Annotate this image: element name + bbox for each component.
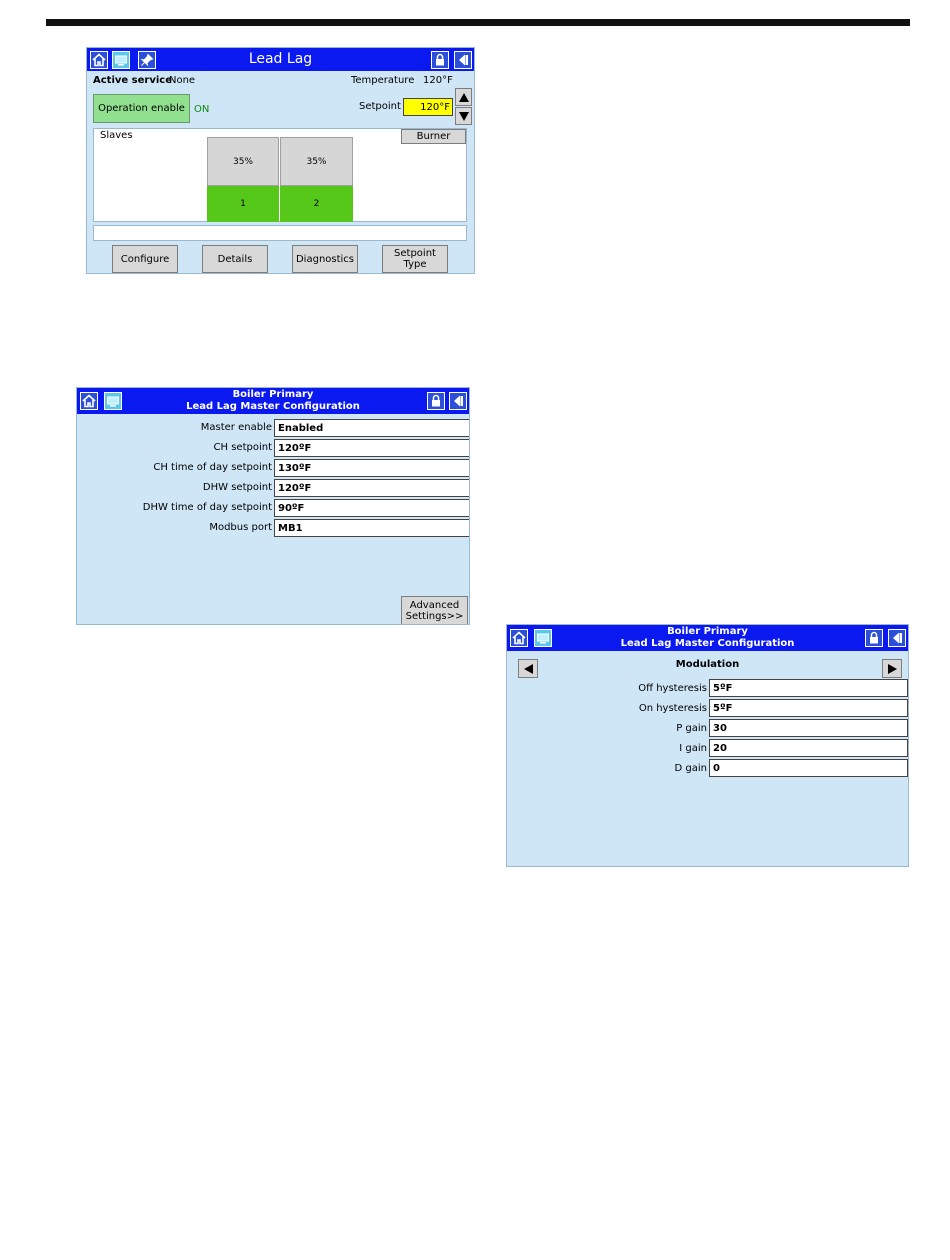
d-gain-field[interactable]: 0	[709, 759, 908, 777]
i-gain-field[interactable]: 20	[709, 739, 908, 757]
off-hysteresis-label: Off hysteresis	[638, 683, 707, 694]
title-line1: Boiler Primary	[667, 626, 748, 637]
title-bar	[507, 625, 908, 651]
screen-title	[507, 626, 908, 650]
ch-setpoint-field[interactable]: 120ºF	[274, 439, 470, 457]
operation-enable-button[interactable]: Operation enable	[93, 94, 190, 123]
right-arrow-icon	[887, 663, 898, 675]
temperature-value: 120°F	[423, 75, 453, 86]
screen-title: Lead Lag	[248, 51, 313, 67]
setpoint-type-line2: Type	[403, 259, 427, 270]
temperature-label: Temperature	[351, 75, 415, 86]
master-enable-label: Master enable	[200, 422, 272, 433]
back-icon[interactable]	[449, 392, 467, 410]
title-line2: Lead Lag Master Configuration	[620, 638, 795, 649]
setpoint-type-line1: Setpoint	[394, 248, 436, 259]
configure-button[interactable]: Configure	[112, 245, 178, 273]
advanced-line2: Settings>>	[405, 610, 464, 622]
diagnostics-button[interactable]: Diagnostics	[292, 245, 358, 273]
operation-status: ON	[194, 104, 210, 115]
master-enable-field[interactable]: Enabled	[274, 419, 470, 437]
title-bar	[77, 388, 469, 414]
ch-setpoint-label: CH setpoint	[213, 442, 272, 453]
dhw-setpoint-field[interactable]: 120ºF	[274, 479, 470, 497]
p-gain-label: P gain	[676, 723, 707, 734]
back-icon[interactable]	[888, 629, 906, 647]
d-gain-label: D gain	[674, 763, 707, 774]
title-bar	[87, 48, 474, 71]
on-hysteresis-label: On hysteresis	[638, 703, 707, 714]
up-arrow-icon	[458, 92, 470, 103]
next-page-button[interactable]	[882, 659, 902, 678]
setpoint-field[interactable]: 120°F	[403, 98, 453, 116]
i-gain-label: I gain	[679, 743, 707, 754]
header-rule	[46, 19, 910, 26]
section-title: Modulation	[675, 659, 740, 670]
active-service-label: Active service	[93, 75, 172, 86]
ch-time-of-day-setpoint-field[interactable]: 130ºF	[274, 459, 470, 477]
lock-icon[interactable]	[427, 392, 445, 410]
modulation-screen	[506, 624, 909, 867]
modbus-port-label: Modbus port	[209, 522, 272, 533]
burner-button[interactable]: Burner	[401, 129, 466, 144]
advanced-settings-button[interactable]	[401, 596, 468, 625]
p-gain-field[interactable]: 30	[709, 719, 908, 737]
setpoint-type-button[interactable]	[382, 245, 448, 273]
down-arrow-icon	[458, 111, 470, 122]
dhw-setpoint-label: DHW setpoint	[202, 482, 272, 493]
slaves-panel	[93, 128, 467, 222]
slave-tile[interactable]	[280, 137, 353, 223]
slave-tile[interactable]	[207, 137, 280, 223]
off-hysteresis-field[interactable]: 5ºF	[709, 679, 908, 697]
setpoint-down-button[interactable]	[455, 107, 472, 125]
modbus-port-field[interactable]: MB1	[274, 519, 470, 537]
lock-icon[interactable]	[431, 51, 449, 69]
master-configuration-screen	[76, 387, 470, 625]
on-hysteresis-field[interactable]: 5ºF	[709, 699, 908, 717]
advanced-line1: Advanced	[409, 599, 460, 611]
slave-number: 1	[207, 186, 279, 222]
ch-time-of-day-setpoint-label: CH time of day setpoint	[153, 462, 272, 473]
slave-rate: 35%	[280, 137, 353, 186]
dhw-time-of-day-setpoint-label: DHW time of day setpoint	[142, 502, 272, 513]
setpoint-label: Setpoint	[359, 101, 401, 112]
active-service-value: None	[169, 75, 196, 86]
slave-number: 2	[280, 186, 353, 222]
setpoint-up-button[interactable]	[455, 88, 472, 106]
title-line1: Boiler Primary	[232, 389, 314, 400]
back-icon[interactable]	[454, 51, 472, 69]
details-button[interactable]: Details	[202, 245, 268, 273]
lead-lag-screen	[86, 47, 475, 274]
title-line2: Lead Lag Master Configuration	[186, 401, 360, 412]
screen-title	[77, 389, 469, 413]
dhw-time-of-day-setpoint-field[interactable]: 90ºF	[274, 499, 470, 517]
lock-icon[interactable]	[865, 629, 883, 647]
slave-rate: 35%	[207, 137, 279, 186]
status-message-bar	[93, 225, 467, 241]
slaves-label: Slaves	[100, 130, 133, 141]
